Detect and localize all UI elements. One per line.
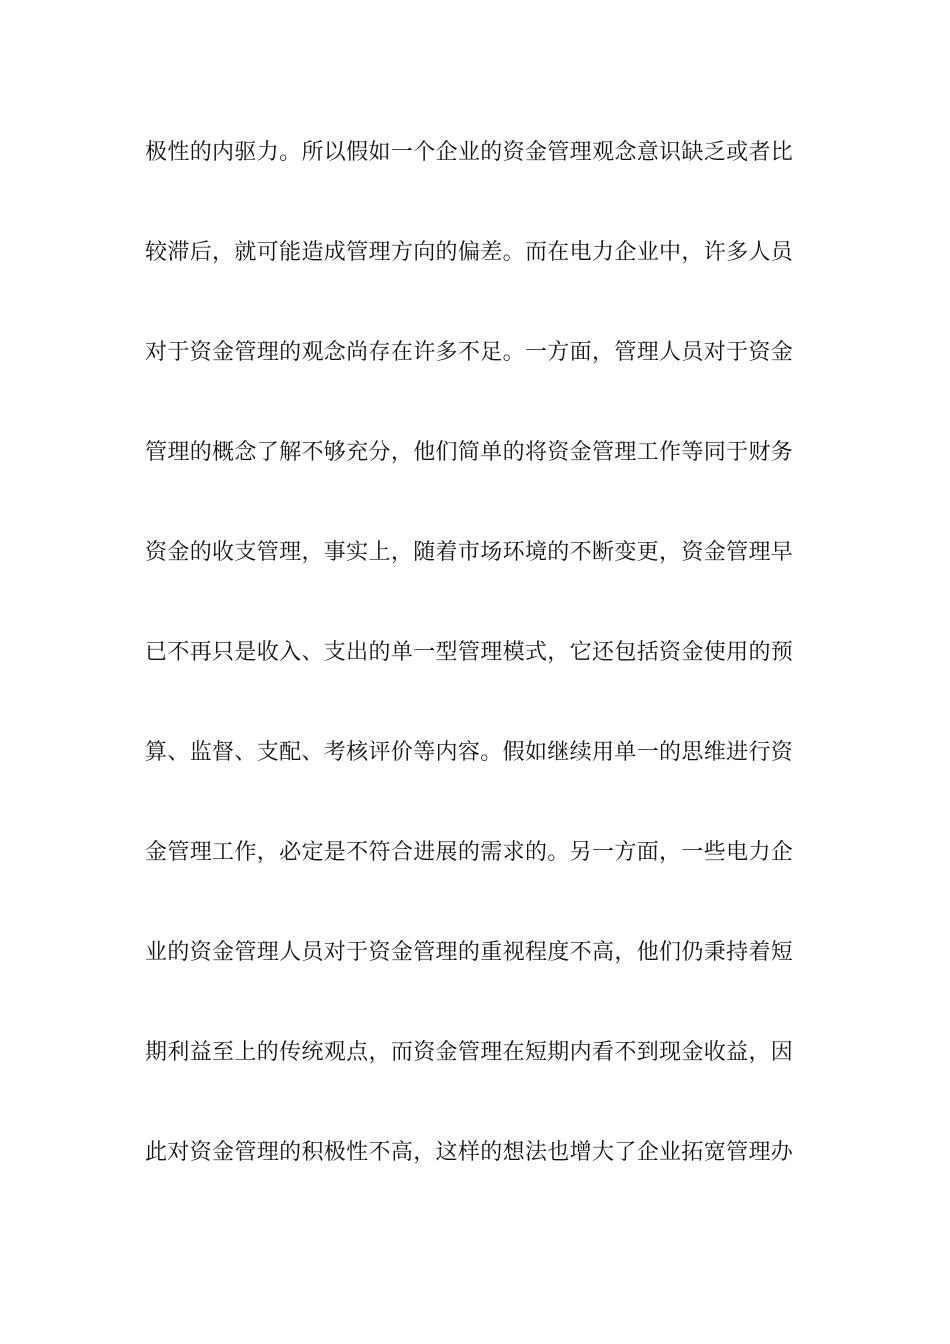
text-line: 算、监督、支配、考核评价等内容。假如继续用单一的思维进行资 (145, 740, 794, 765)
text-line: 期利益至上的传统观点，而资金管理在短期内看不到现金收益，因 (145, 1040, 794, 1065)
text-line: 业的资金管理人员对于资金管理的重视程度不高，他们仍秉持着短 (145, 940, 794, 965)
text-line: 极性的内驱力。所以假如一个企业的资金管理观念意识缺乏或者比 (145, 140, 794, 165)
text-line: 管理的概念了解不够充分，他们简单的将资金管理工作等同于财务 (145, 440, 794, 465)
text-line: 已不再只是收入、支出的单一型管理模式，它还包括资金使用的预 (145, 640, 794, 665)
text-line: 较滞后，就可能造成管理方向的偏差。而在电力企业中，许多人员 (145, 240, 794, 265)
text-line: 资金的收支管理，事实上，随着市场环境的不断变更，资金管理早 (145, 540, 794, 565)
text-line: 金管理工作，必定是不符合进展的需求的。另一方面，一些电力企 (145, 840, 794, 865)
text-line: 对于资金管理的观念尚存在许多不足。一方面，管理人员对于资金 (145, 340, 794, 365)
text-line: 此对资金管理的积极性不高，这样的想法也增大了企业拓宽管理办 (145, 1140, 794, 1165)
body-text (145, 126, 815, 1226)
